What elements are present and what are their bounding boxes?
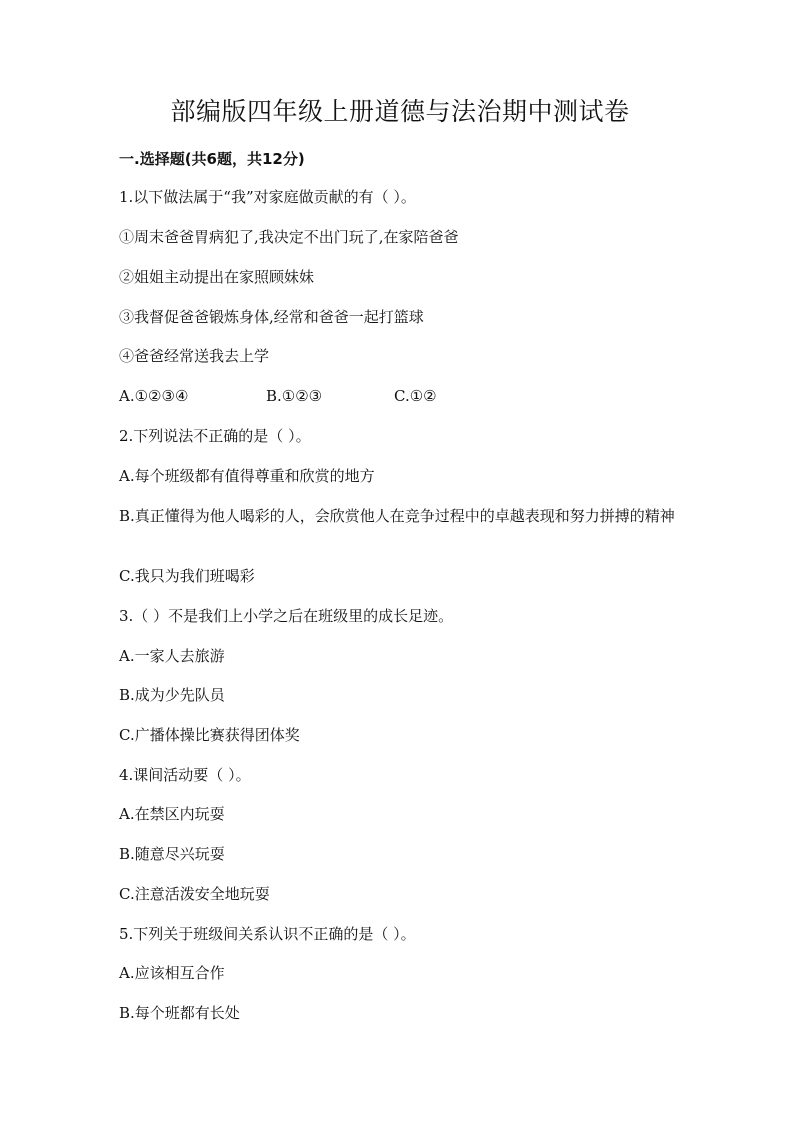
option-a: A.一家人去旅游 bbox=[119, 647, 225, 665]
option-c: C.注意活泼安全地玩耍 bbox=[119, 885, 270, 903]
page-title: 部编版四年级上册道德与法治期中测试卷 bbox=[170, 97, 630, 126]
question-stem: 1.以下做法属于“我”对家庭做贡献的有（ ）。 bbox=[119, 188, 416, 206]
option-b: B.成为少先队员 bbox=[119, 686, 225, 704]
option-a: A.应该相互合作 bbox=[119, 964, 225, 982]
question-item: ④爸爸经常送我去上学 bbox=[119, 347, 270, 365]
option-a: A.①②③④ bbox=[119, 387, 189, 405]
option-a: A.在禁区内玩耍 bbox=[119, 805, 225, 823]
question-stem: 4.课间活动要（ ）。 bbox=[119, 766, 251, 784]
question-stem: 2.下列说法不正确的是（ ）。 bbox=[119, 427, 311, 445]
option-a: A.每个班级都有值得尊重和欣赏的地方 bbox=[119, 467, 375, 485]
question-stem: 3.（ ）不是我们上小学之后在班级里的成长足迹。 bbox=[119, 607, 454, 625]
option-b: B.随意尽兴玩耍 bbox=[119, 845, 225, 863]
option-b: B.每个班都有长处 bbox=[119, 1004, 240, 1022]
question-stem: 5.下列关于班级间关系认识不正确的是（ ）。 bbox=[119, 925, 416, 943]
section-heading: 一.选择题(共6题，共12分) bbox=[119, 150, 305, 168]
question-item: ①周末爸爸胃病犯了,我决定不出门玩了,在家陪爸爸 bbox=[119, 228, 459, 246]
option-c: C.我只为我们班喝彩 bbox=[119, 567, 255, 585]
option-b: B.①②③ bbox=[266, 387, 323, 405]
question-item: ③我督促爸爸锻炼身体,经常和爸爸一起打篮球 bbox=[119, 308, 424, 326]
option-b: B.真正懂得为他人喝彩的人，会欣赏他人在竞争过程中的卓越表现和努力拼搏的精神 bbox=[119, 507, 675, 525]
option-c: C.广播体操比赛获得团体奖 bbox=[119, 726, 300, 744]
question-item: ②姐姐主动提出在家照顾妹妹 bbox=[119, 268, 315, 286]
option-c: C.①② bbox=[394, 387, 437, 405]
